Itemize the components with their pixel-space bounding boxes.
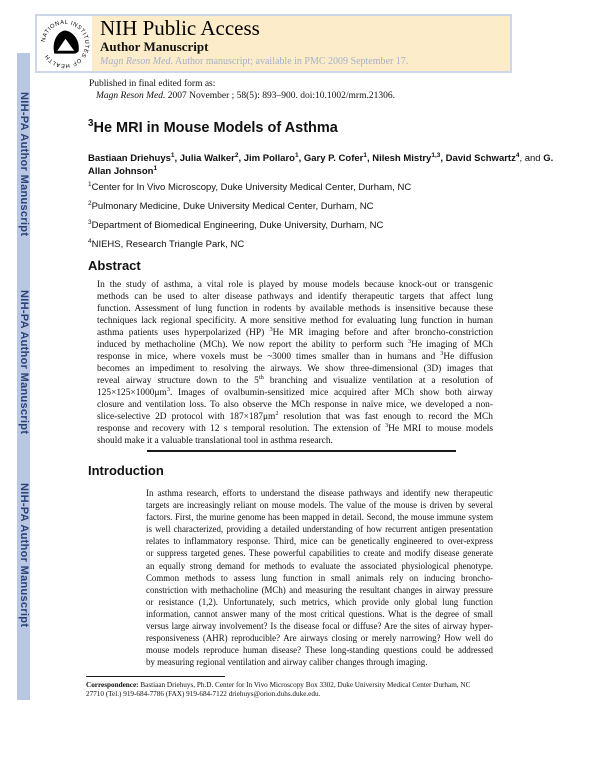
text-segment: becomes an impediment to resolving the airways. We show three-dimensional (3D) images that — [97, 364, 493, 374]
text-segment: He imaging of MCh — [411, 340, 493, 350]
text-line — [86, 690, 548, 699]
text-line — [146, 656, 493, 668]
text-segment: NIEHS, Research Triangle Park, NC — [91, 239, 245, 250]
header-title: NIH Public Access — [100, 16, 260, 40]
text-line — [97, 291, 493, 303]
text-line — [88, 218, 411, 231]
text-segment: 3 — [440, 349, 444, 357]
text-line — [97, 339, 493, 351]
text-segment: 2007 November ; 58(5): 893–900. doi:10.1002/mrm.21306. — [165, 91, 395, 101]
correspondence-footnote — [86, 681, 548, 699]
text-segment: relates to inflammatory response. Third, mice can be genetically engineered to over-express — [146, 536, 493, 547]
text-segment: by measuring regional ventilation and airway caliber changes through imaging. — [146, 657, 428, 668]
text-segment: 4 — [88, 237, 92, 245]
published-label: Published in final edited form as: — [89, 79, 216, 89]
nih-logo-icon — [39, 18, 91, 70]
text-line — [97, 363, 493, 375]
introduction-heading: Introduction — [88, 463, 164, 478]
header-text-block — [100, 16, 408, 68]
sidebar-watermark-text: NIH-PA Author Manuscript — [18, 92, 30, 237]
citation-line — [96, 91, 395, 101]
text-segment: 3 — [166, 385, 170, 393]
abstract-heading: Abstract — [88, 258, 141, 273]
text-segment: or suppress targeted genes. These powerful capabilities to create and modify disease generate — [146, 548, 493, 559]
text-segment: should make it a valuable translational tool in asthma research. — [97, 436, 333, 446]
text-segment: He MRI in Mouse Models of Asthma — [93, 120, 338, 136]
text-segment: 3 — [269, 325, 273, 333]
text-segment: 2 — [275, 409, 279, 417]
text-segment: factors. First, the murine genome has been mapped in detail. Second, the mouse immune system — [146, 512, 493, 523]
text-line — [86, 681, 548, 690]
text-line — [146, 584, 493, 596]
sidebar-watermark-text: NIH-PA Author Manuscript — [18, 483, 30, 628]
text-line — [146, 620, 493, 632]
text-segment: is well characterized, providing a detailed understanding of how recurrent antigen presentation — [146, 524, 493, 535]
text-line — [88, 199, 411, 212]
text-segment: response in mice, where voxels must be ~3000 times smaller than in humans and — [97, 352, 441, 362]
introduction-paragraph — [146, 487, 493, 668]
text-segment: 3 — [384, 421, 389, 429]
text-segment: resolution that was fast enough to record the MCh — [278, 412, 493, 422]
text-segment: th — [258, 373, 264, 381]
text-segment: function. Assessment of lung function in rodents by available methods is insensitive because these — [97, 304, 493, 314]
text-segment: mouse models reproduce human disease? These long-standing questions could be addressed — [146, 645, 493, 656]
text-segment: 2 — [234, 151, 239, 159]
text-segment: Magn Reson Med. — [96, 91, 166, 101]
text-segment: 1 — [88, 180, 92, 188]
text-segment: induced by methacholine (MCh). We now report the ability to perform such — [97, 340, 408, 350]
text-segment: In the study of asthma, a vital role is played by mouse models because knock-out or transgenic — [97, 280, 493, 290]
text-line — [97, 351, 493, 363]
text-segment: targets are increasingly reliant on mouse models. The value of the mouse is driven by several — [146, 500, 493, 511]
text-segment: , Nilesh Mistry — [366, 153, 432, 164]
text-line — [146, 547, 493, 559]
text-segment: asthma patients uses hyperpolarized (HP) — [97, 328, 270, 338]
text-line — [146, 487, 493, 499]
text-line — [146, 560, 493, 572]
text-line — [97, 411, 493, 423]
text-segment: responsiveness (AHR) reproducible? Are airways closing or merely narrowing? How well do — [146, 633, 493, 644]
text-segment: 2 — [88, 199, 92, 207]
text-segment: Magn Reson Med. — [100, 56, 174, 67]
text-line — [146, 644, 493, 656]
text-segment: Bastiaan Driehuys — [88, 153, 171, 164]
text-line — [146, 572, 493, 584]
text-segment: techniques lack regional specificity. A more sensitive method for evaluating lung function in human — [97, 316, 493, 326]
text-segment: or resistance (1,2). Unfortunately, such metrics, which provide only global lung function — [146, 596, 493, 607]
text-line — [88, 237, 411, 250]
text-segment: Common methods to assess lung function in small animals rely on inducing broncho- — [146, 572, 493, 583]
text-segment: slice-selective 2D protocol with 187×187μm — [97, 412, 276, 422]
article-title — [88, 120, 338, 136]
text-segment: versus large airway involvement? Is the disease focal or diffuse? Are the sites of airway hyper- — [146, 621, 493, 632]
text-segment: Bastiaan Driehuys, Ph.D. Center for In Vivo Microscopy Box 3302, Duke University Medical Center Durham, NC — [138, 681, 471, 689]
text-line — [146, 535, 493, 547]
text-segment: information, cannot answer many of the most critical questions. What is the degree of small — [146, 608, 493, 619]
text-line — [97, 399, 493, 411]
text-segment: Author manuscript; available in PMC 2009 September 17. — [173, 56, 409, 67]
text-segment: 3 — [407, 337, 412, 345]
text-segment: 27710 (Tel.) 919-684-7786 (FAX) 919-684-7122 driehuys@orion.duhs.duke.edu. — [86, 690, 321, 698]
text-segment: 1,3 — [431, 151, 441, 159]
text-line — [97, 423, 493, 435]
text-segment: He diffusion — [443, 352, 493, 362]
text-line — [97, 279, 493, 291]
text-line — [146, 499, 493, 511]
text-segment: He MRI to mouse models — [388, 424, 494, 434]
text-segment: , David Schwartz — [440, 153, 516, 164]
text-line — [146, 632, 493, 644]
text-segment: constriction with methacholine (MCh) and measuring the resultant changes in airway pressure — [146, 584, 493, 595]
text-segment: In asthma research, efforts to understand the disease pathways and identify new therapeutic — [146, 488, 493, 498]
text-line — [146, 608, 493, 620]
text-segment: closure and ventilation loss. To also observe the MCh response in naïve mice, we developed a non- — [97, 400, 493, 410]
text-segment: 1 — [363, 151, 367, 159]
text-line — [97, 435, 493, 447]
text-segment: response and recovery with 12 s temporal resolution. The extension of — [97, 424, 385, 434]
text-line — [97, 375, 493, 387]
text-segment: , Jim Pollaro — [238, 153, 295, 164]
text-segment: , Gary P. Cofer — [298, 153, 364, 164]
sidebar-watermark-text: NIH-PA Author Manuscript — [18, 290, 30, 435]
text-segment: Correspondence: — [86, 681, 139, 689]
text-segment: Center for In Vivo Microscopy, Duke University Medical Center, Durham, NC — [91, 182, 412, 193]
text-segment: G. Allan Johnson — [88, 153, 554, 177]
text-segment: 1 — [153, 164, 158, 172]
text-segment: 3 — [88, 218, 92, 226]
nih-logo — [37, 16, 92, 71]
text-segment: , Julia Walker — [174, 153, 235, 164]
text-segment: an equally strong demand for methods to evaluate the associated physiological phenotype. — [146, 560, 493, 571]
text-line — [97, 327, 493, 339]
section-divider — [147, 450, 456, 452]
footnote-divider — [86, 676, 225, 677]
nih-header-band — [35, 14, 512, 73]
text-segment: 3 — [88, 118, 94, 130]
text-line — [97, 315, 493, 327]
text-segment: Pulmonary Medicine, Duke University Medical Center, Durham, NC — [91, 201, 374, 212]
nih-logo-circle-text: NATIONAL INSTITUTES OF HEALTH — [40, 19, 89, 68]
text-segment: . Images of ovalbumin-sensitized mice acquired after MCh show both airway — [169, 388, 493, 398]
text-line — [146, 596, 493, 608]
text-segment: He MR imaging before and after broncho-constriction — [272, 328, 494, 338]
text-segment: 4 — [515, 151, 520, 159]
text-line — [97, 387, 493, 399]
text-segment: Department of Biomedical Engineering, Duke University, Durham, NC — [91, 220, 384, 231]
affiliation-list — [88, 180, 412, 259]
abstract-paragraph — [97, 279, 493, 447]
text-line — [146, 511, 493, 523]
text-segment: 125×125×1000μm — [97, 388, 167, 398]
text-line — [97, 303, 493, 315]
text-line — [88, 180, 412, 193]
text-segment: 1 — [170, 151, 175, 159]
text-segment: , and — [519, 153, 544, 164]
text-segment: reveal airway structure down to the 5 — [97, 376, 259, 386]
availability-note — [100, 56, 408, 68]
text-segment: methods can be used to alter disease pathways and identify therapeutic targets that affect lung — [97, 292, 493, 302]
author-list — [88, 152, 556, 178]
text-segment: branching and visualize ventilation at a resolution of — [263, 376, 494, 386]
text-segment: 1 — [294, 151, 299, 159]
header-subtitle: Author Manuscript — [100, 39, 209, 54]
text-line — [146, 523, 493, 535]
